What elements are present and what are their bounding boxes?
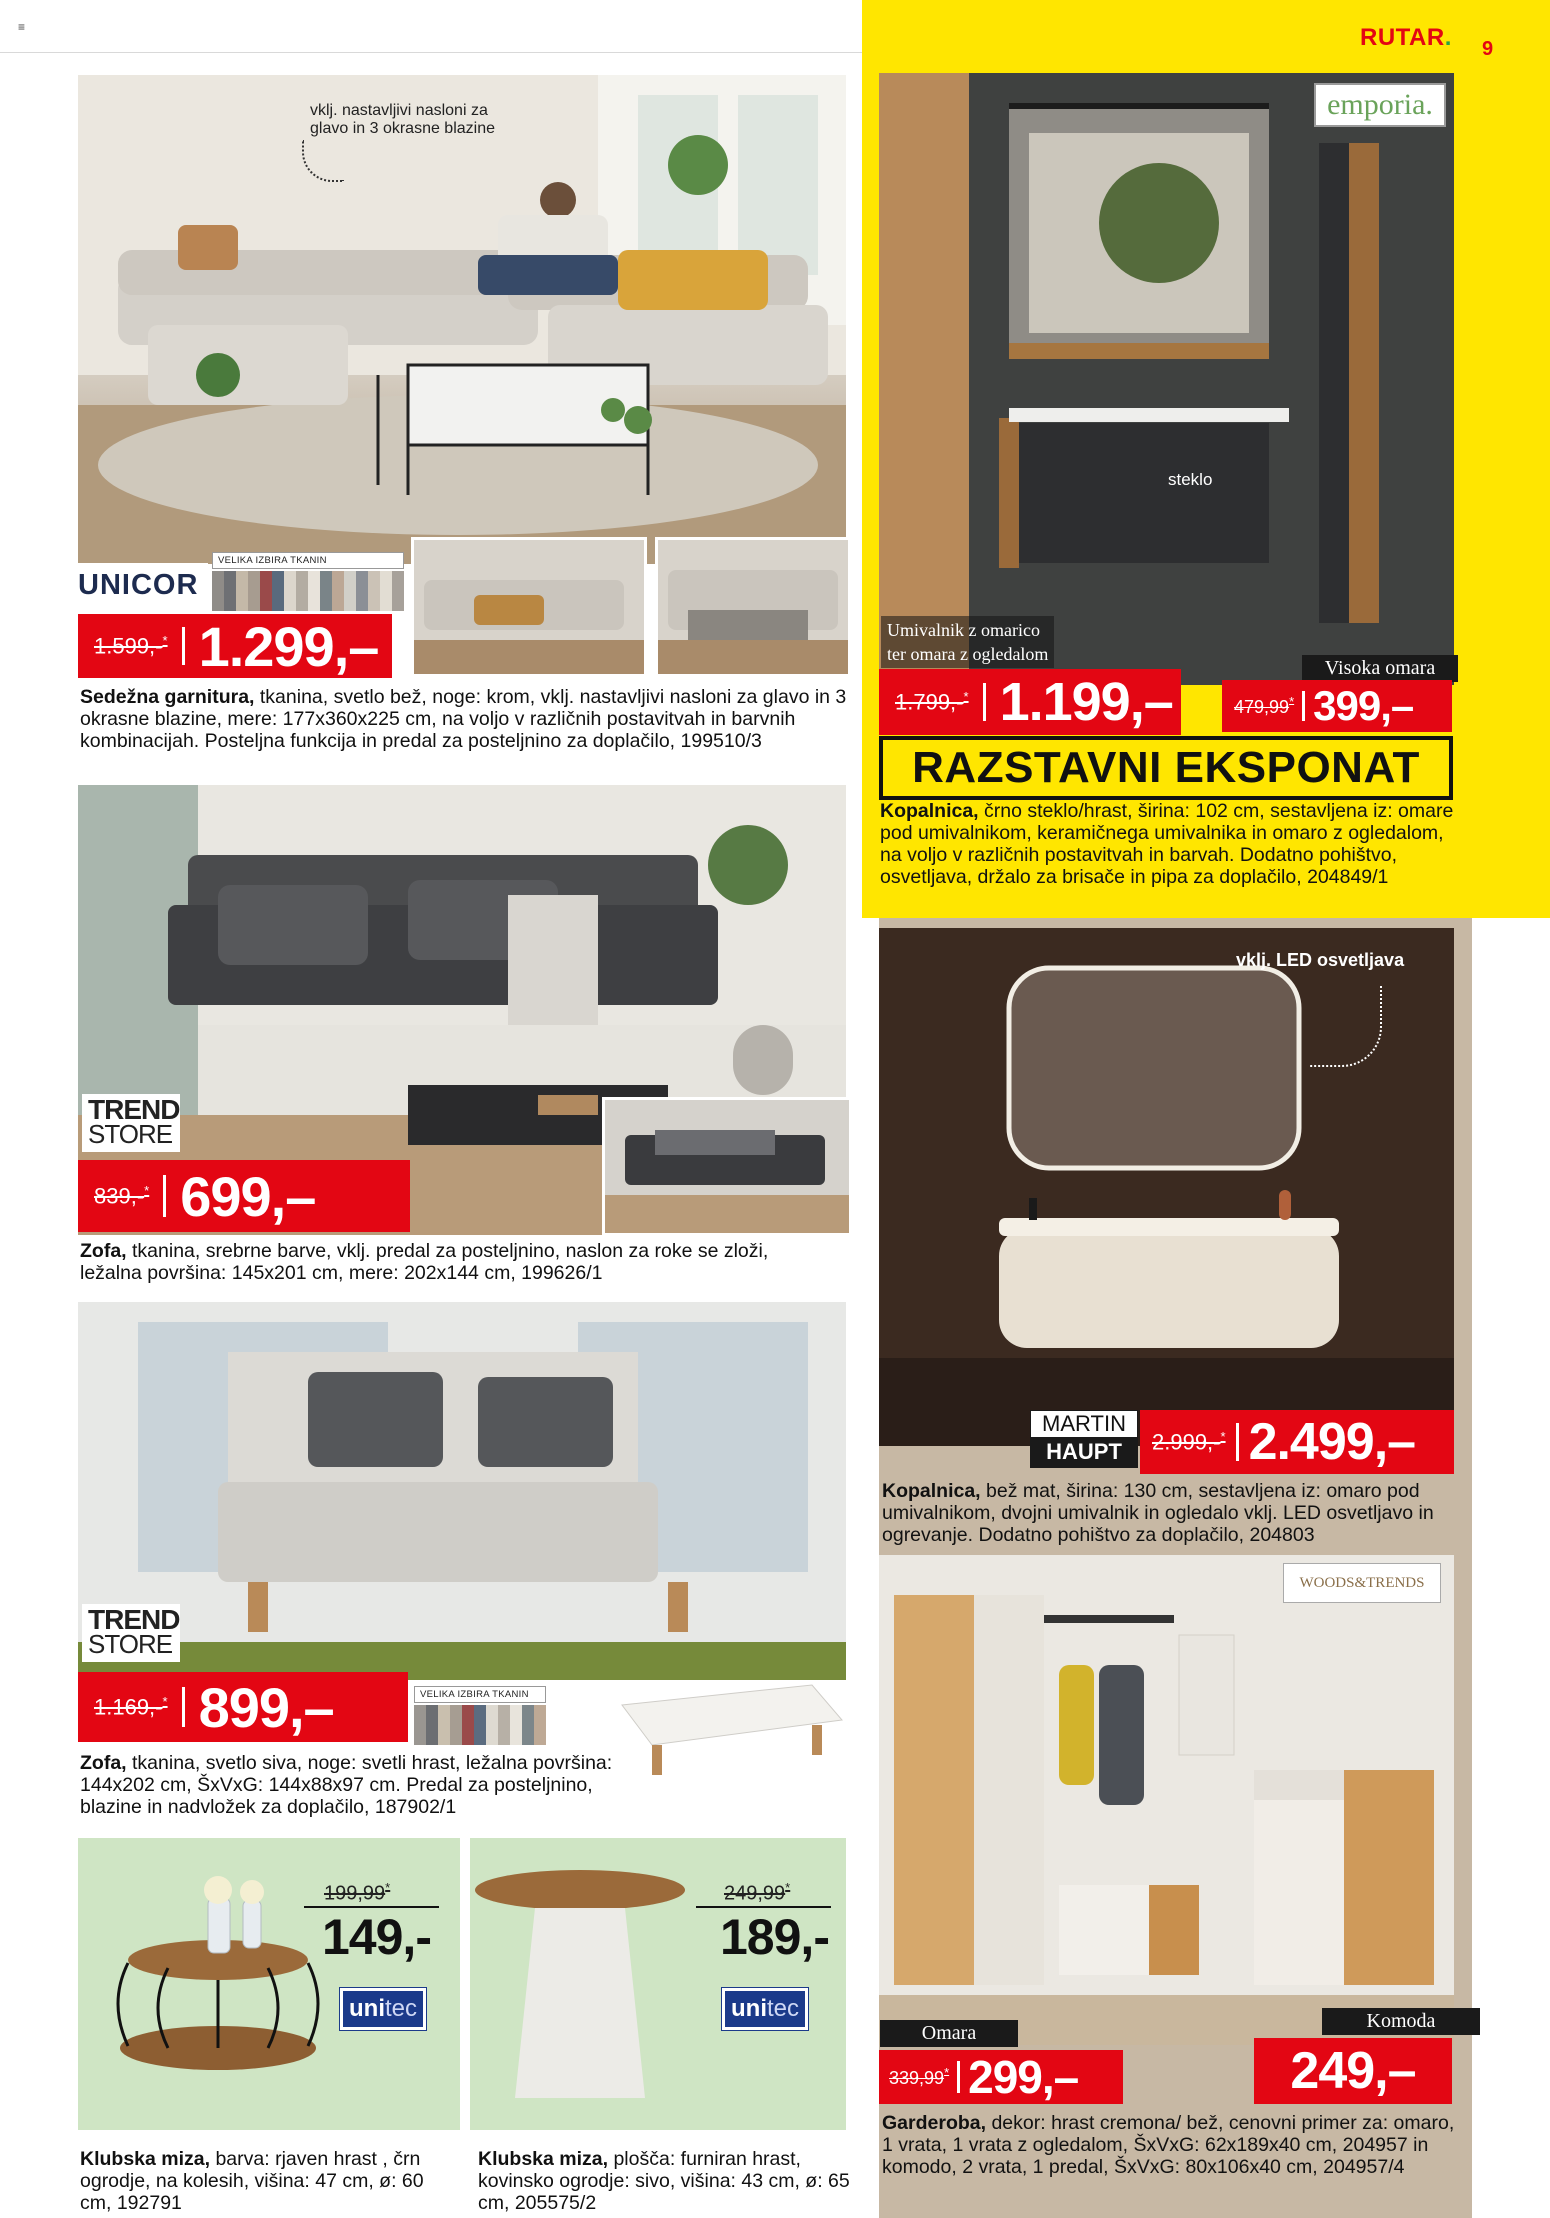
- martin-haupt-logo: MARTIN HAUPT: [1030, 1410, 1138, 1468]
- corner-sofa-detail-photo-1: [411, 537, 647, 677]
- new-price: 299,–: [968, 2051, 1079, 2103]
- fabric-swatches: [212, 571, 404, 611]
- bathroom-2-price: [1140, 1410, 1454, 1474]
- dark-sofa-bed-detail-photo: [602, 1097, 852, 1236]
- vanity-price: [879, 669, 1181, 735]
- old-price: 479,99*: [1234, 694, 1295, 717]
- dark-sofa-description: Zofa, tkanina, srebrne barve, vklj. predal za posteljnino, naslon za roke se zloži, ležalna površina: 145x201 cm, mere: 202x144 cm, 199626/1: [80, 1240, 769, 1284]
- old-price: 2.999,-*: [1152, 1428, 1226, 1455]
- corner-sofa-photo: [78, 75, 846, 564]
- vanity-label: Umivalnik z omarico ter omara z ogledalom: [881, 616, 1054, 668]
- new-price: 149,-: [322, 1909, 431, 1965]
- dark-sofa-price: [78, 1160, 410, 1232]
- coffee-table-1-card: [78, 1838, 460, 2130]
- new-price: 399,–: [1313, 682, 1414, 729]
- fabric-swatches: [414, 1705, 546, 1745]
- unitec-logo: unitec: [340, 1988, 426, 2030]
- tall-cabinet-label: Visoka omara: [1302, 655, 1458, 682]
- old-price: 249,99*: [724, 1880, 791, 1905]
- fabric-choice-label: VELIKA IZBIRA TKANIN: [212, 552, 404, 569]
- new-price: 2.499,–: [1248, 1413, 1416, 1471]
- brand-logo: RUTAR.: [1360, 24, 1452, 51]
- coffee-table-1-description: Klubska miza, barva: rjaven hrast , črn ogrodje, na kolesih, višina: 47 cm, ø: 60 cm, 192791: [80, 2148, 424, 2214]
- led-note: vklj. LED osvetljava: [1236, 950, 1405, 970]
- new-price: 249,–: [1290, 2042, 1416, 2100]
- page-number: 9: [1482, 38, 1494, 60]
- woods-trends-logo: WOODS&TRENDS: [1283, 1563, 1441, 1603]
- emporia-logo: emporia.: [1314, 83, 1446, 127]
- tall-cabinet-price: [1222, 680, 1452, 732]
- unitec-logo: unitec: [722, 1988, 808, 2030]
- corner-sofa-feature-note: vklj. nastavljivi nasloni za glavo in 3 okrasne blazine: [310, 102, 496, 137]
- light-sofa-bed-detail-photo: [612, 1675, 852, 1785]
- fabric-choice: [414, 1686, 546, 1745]
- old-price: 339,99*: [889, 2065, 950, 2088]
- corner-sofa-detail-photo-2: [655, 537, 851, 677]
- dresser-label: Komoda: [1322, 2008, 1480, 2035]
- dresser-price: [1254, 2038, 1452, 2104]
- trend-store-logo: TREND STORE: [82, 1094, 180, 1152]
- header-divider: [0, 52, 862, 53]
- menu-icon[interactable]: ≡: [18, 20, 26, 34]
- bathroom-1-description: Kopalnica, črno steklo/hrast, širina: 102 cm, sestavljena iz: omare pod umivalnikom, keramičnega umivalnika in omaro z ogledalom, na voljo v različnih postavitvah in barvah. Dodatno pohištvo, osvetljava, držalo za brisače in pipa za doplačilo, 204849/1: [880, 800, 1454, 888]
- old-price: 1.169,-*: [94, 1693, 168, 1720]
- bathroom-1-photo: [879, 73, 1454, 685]
- light-sofa-photo: [78, 1302, 846, 1680]
- corner-sofa-price: [78, 614, 392, 678]
- fabric-choice-label: VELIKA IZBIRA TKANIN: [414, 1686, 546, 1703]
- new-price: 699,–: [180, 1164, 316, 1228]
- old-price: 839,-*: [94, 1182, 150, 1209]
- coffee-table-2-description: Klubska miza, plošča: furniran hrast, kovinsko ogrodje: sivo, višina: 43 cm, ø: 65 cm, 205575/2: [478, 2148, 850, 2214]
- fabric-choice: [212, 552, 404, 611]
- trend-store-logo: TREND STORE: [82, 1604, 180, 1662]
- cabinet-price: [879, 2050, 1123, 2104]
- old-price: 199,99*: [324, 1880, 391, 1905]
- unicor-logo: UNICOR: [78, 563, 208, 613]
- wardrobe-description: Garderoba, dekor: hrast cremona/ bež, cenovni primer za: omaro, 1 vrata, 1 vrata z ogledalom, ŠxVxG: 62x189x40 cm, 204957 in komodo, 2 vrata, 1 predal, ŠxVxG: 80x106x40 cm, 204957/4: [882, 2112, 1455, 2178]
- bathroom-2-description: Kopalnica, bež mat, širina: 130 cm, sestavljena iz: omaro pod umivalnikom, dvojni umivalnik in ogledalo vklj. LED osvetljavo in ogrevanje. Dodatno pohištvo za doplačilo, 204803: [882, 1480, 1434, 1546]
- exhibit-banner: RAZSTAVNI EKSPONAT: [879, 736, 1453, 800]
- light-sofa-price: [78, 1672, 408, 1742]
- wardrobe-photo: [879, 1555, 1454, 2045]
- cabinet-label: Omara: [880, 2020, 1018, 2047]
- new-price: 899,–: [198, 1675, 334, 1739]
- new-price: 189,-: [720, 1909, 829, 1965]
- coffee-table-2-card: [470, 1838, 846, 2130]
- old-price: 1.599,-*: [94, 632, 168, 659]
- light-sofa-description: Zofa, tkanina, svetlo siva, noge: svetli hrast, ležalna površina: 144x202 cm, ŠxVxG: 144x88x97 cm. Predal za posteljnino, blazine in nadvložek za doplačilo, 187902/1: [80, 1752, 613, 1818]
- new-price: 1.299,–: [198, 614, 379, 678]
- glass-label: steklo: [1168, 470, 1213, 489]
- new-price: 1.199,–: [999, 672, 1173, 732]
- old-price: 1.799,-*: [895, 688, 969, 715]
- corner-sofa-description: Sedežna garnitura, tkanina, svetlo bež, noge: krom, vklj. nastavljivi nasloni za glavo in 3 okrasne blazine, mere: 177x360x225 cm, na voljo v različnih postavitvah in barvnih kombinacijah. Posteljna funkcija in predal za posteljnino za doplačilo, 199510/3: [80, 686, 847, 752]
